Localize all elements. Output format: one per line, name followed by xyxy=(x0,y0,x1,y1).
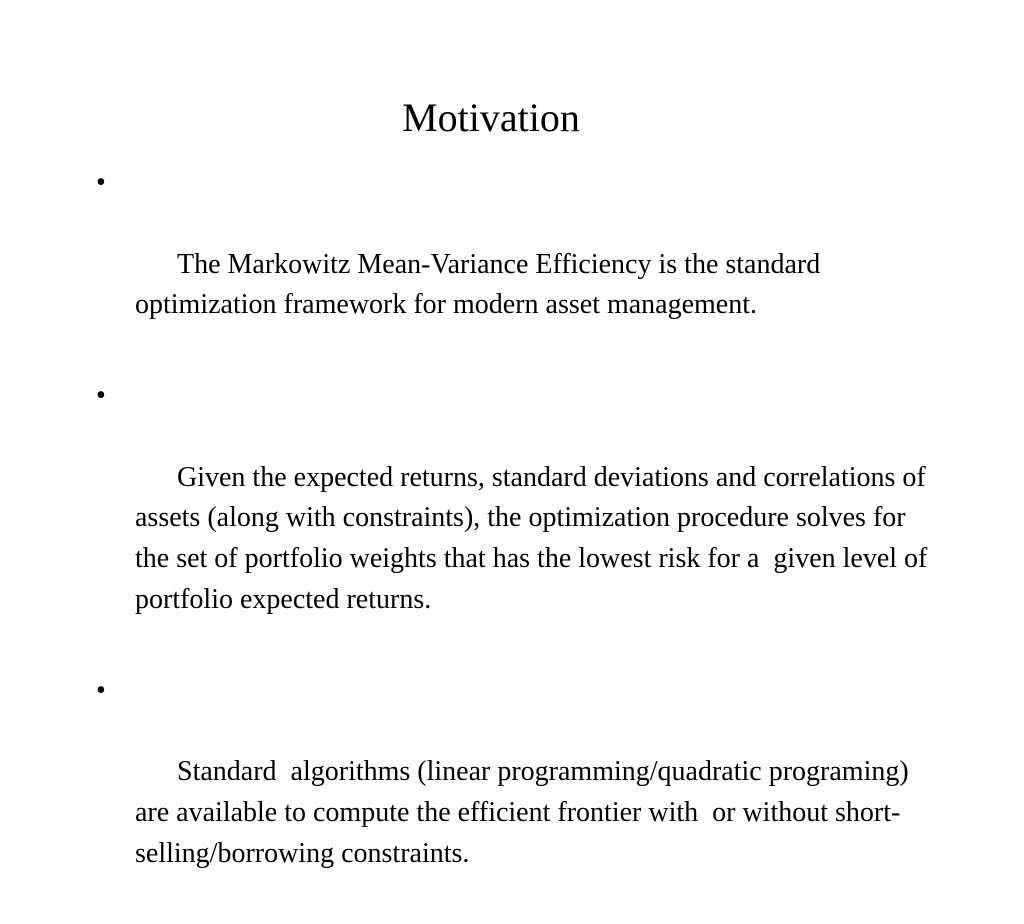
bullet-text: The Markowitz Mean-Variance Efficiency is the standard optimization framework for modern asset management. xyxy=(135,248,828,321)
slide-title: Motivation xyxy=(402,95,580,140)
bullet-item xyxy=(96,163,946,367)
bullet-icon: • xyxy=(96,674,106,706)
bullet-item xyxy=(96,671,946,916)
bullet-text: Given the expected returns, standard deviations and correlations of assets (along with constraints), the optimization procedure solves for the set of portfolio weights that has the lowest risk for a given level of portfolio expected returns. xyxy=(135,461,935,615)
bullet-icon: • xyxy=(96,167,106,198)
bullet-text: Standard algorithms (linear programming/quadratic programing) are available to compute the efficient frontier with or without short-selling/borrowing constraints. xyxy=(135,756,916,869)
bullet-item xyxy=(96,376,946,662)
bullet-icon: • xyxy=(96,379,106,411)
bullet-list xyxy=(96,163,946,924)
